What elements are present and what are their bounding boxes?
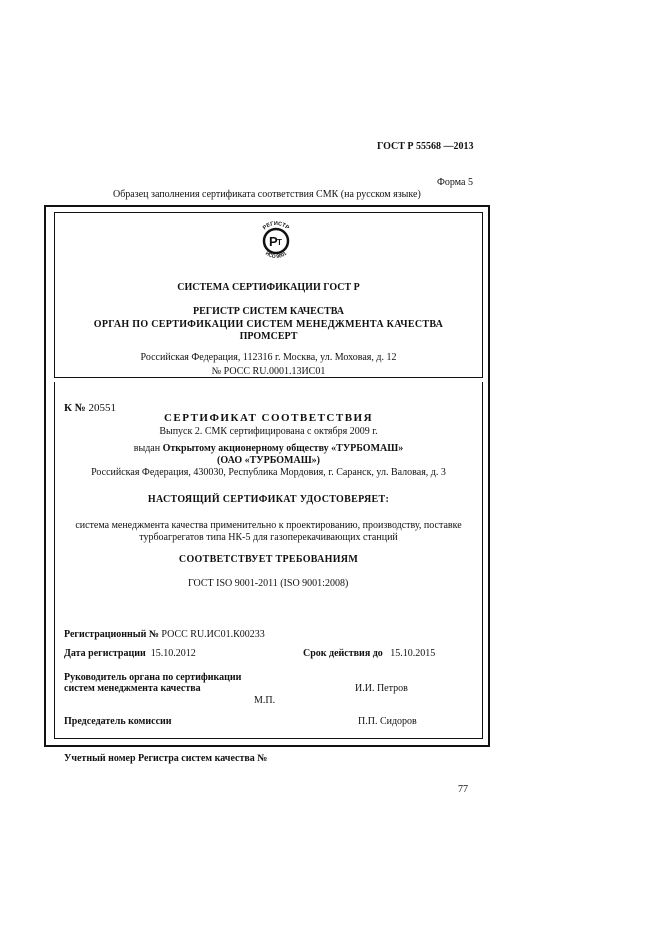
chair-name: П.П. Сидоров [358, 716, 417, 727]
form-label: Форма 5 [437, 177, 473, 188]
complies-heading: СООТВЕТСТВУЕТ ТРЕБОВАНИЯМ [178, 554, 359, 565]
rst-logo-icon [253, 218, 299, 264]
issued-short-name: (ОАО «ТУРБОМАШ») [216, 455, 321, 466]
holder-address: Российская Федерация, 430030, Республика Мордовия, г. Саранск, ул. Валовая, д. 3 [91, 467, 446, 478]
registry-account-number: Учетный номер Регистра систем качества № [64, 753, 268, 764]
registration-date: Дата регистрации 15.10.2012 [64, 648, 196, 659]
system-title: СИСТЕМА СЕРТИФИКАЦИИ ГОСТ Р [177, 282, 360, 293]
registry-title: РЕГИСТР СИСТЕМ КАЧЕСТВА [192, 306, 345, 317]
organ-name: ПРОМСЕРТ [239, 331, 298, 342]
svg-text:Р: Р [269, 234, 278, 249]
caption: Образец заполнения сертификата соответствия СМК (на русском языке) [113, 189, 421, 200]
scope-line-2: турбоагрегатов типа НК-5 для газоперекачивающих станций [139, 532, 398, 543]
head-label-line-2: систем менеджмента качества [64, 683, 201, 694]
issue-line: Выпуск 2. СМК сертифицирована с октября 2009 г. [159, 426, 378, 437]
standard-number: ГОСТ Р 55568 —2013 [377, 141, 474, 152]
issued-to-line: выдан Открытому акционерному обществу «ТУРБОМАШ» [133, 443, 404, 454]
certificate-title: СЕРТИФИКАТ СООТВЕТСТВИЯ [163, 412, 374, 424]
validity-date: Срок действия до 15.10.2015 [303, 648, 436, 659]
scope-line-1: система менеджмента качества применительно к проектированию, производству, поставке [75, 520, 462, 531]
logo-top-text: РЕГИСТР [262, 220, 290, 232]
chair-label: Председатель комиссии [64, 716, 172, 727]
head-name: И.И. Петров [355, 683, 408, 694]
stamp-label: М.П. [254, 695, 276, 706]
head-label-line-1: Руководитель органа по сертификации [64, 672, 242, 683]
registration-number: Регистрационный № РОСС RU.ИС01.К00233 [64, 629, 265, 640]
standard-reference: ГОСТ ISO 9001-2011 (ISO 9001:2008) [188, 578, 349, 589]
organ-title: ОРГАН ПО СЕРТИФИКАЦИИ СИСТЕМ МЕНЕДЖМЕНТА КАЧЕСТВА [93, 319, 444, 330]
organ-reg-number: № РОСС RU.0001.13ИС01 [211, 366, 326, 377]
logo-bottom-text: ИСО 9001 [264, 250, 288, 261]
page-number: 77 [458, 784, 468, 795]
certificate-number: К № 20551 [64, 402, 117, 414]
svg-text:Т: Т [277, 238, 282, 247]
certifies-heading: НАСТОЯЩИЙ СЕРТИФИКАТ УДОСТОВЕРЯЕТ: [147, 494, 390, 505]
organ-address: Российская Федерация, 112316 г. Москва, ул. Моховая, д. 12 [140, 352, 397, 363]
